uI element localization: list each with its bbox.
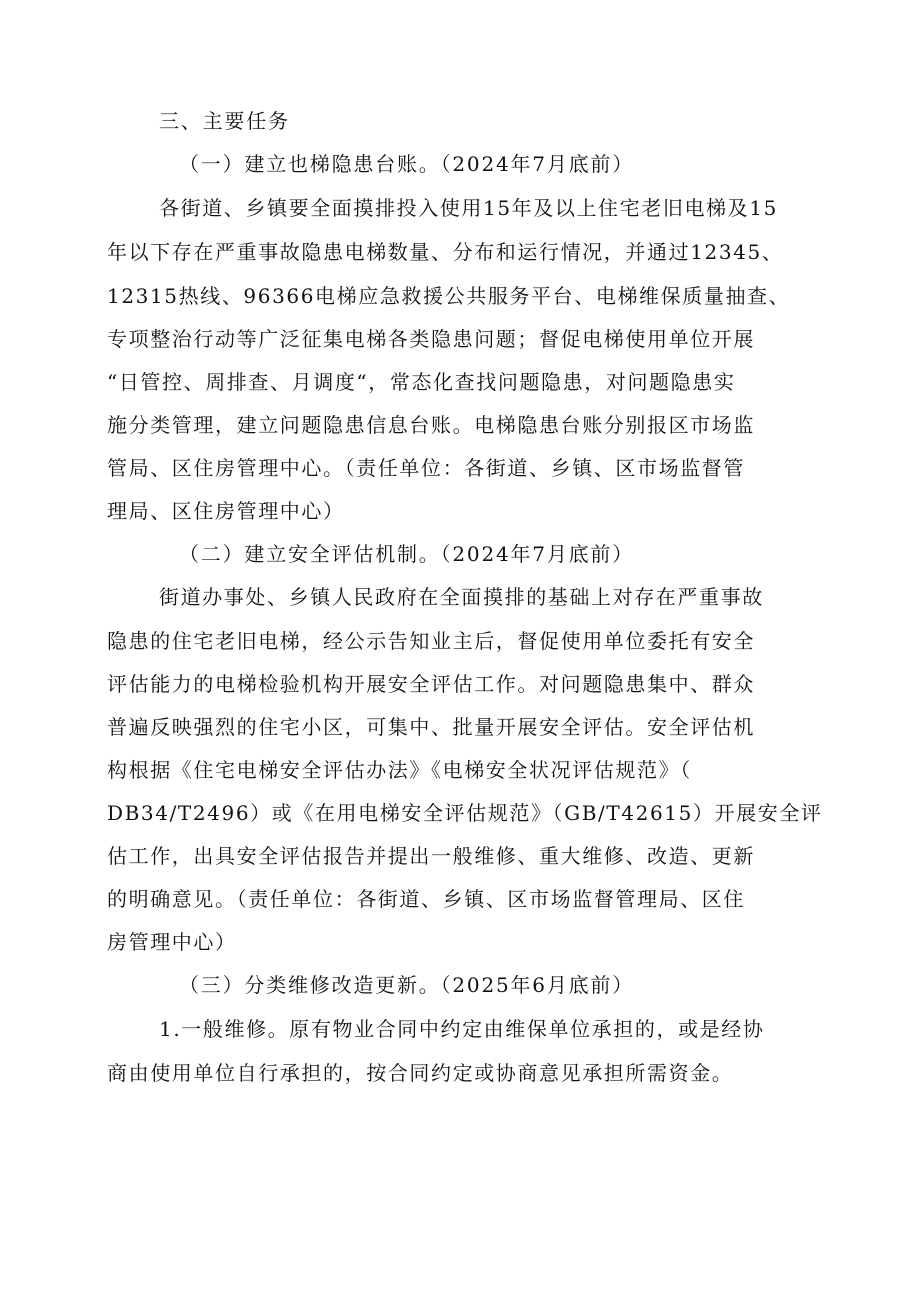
paragraph-line: 管局、区住房管理中心。（责任单位：各街道、乡镇、区市场监督管 (107, 456, 745, 480)
paragraph-line: 估工作，出具安全评估报告并提出一般维修、重大维修、改造、更新 (107, 844, 755, 868)
paragraph-line: 年以下存在严重事故隐患电梯数量、分布和运行情况，并通过12345、 (107, 240, 784, 264)
paragraph-line: 普遍反映强烈的住宅小区，可集中、批量开展安全评估。安全评估机 (107, 715, 755, 739)
paragraph-line: 评估能力的电梯检验机构开展安全评估工作。对问题隐患集中、群众 (107, 672, 755, 696)
paragraph-line: 1.一般维修。原有物业合同中约定由维保单位承担的，或是经协 (159, 1017, 765, 1041)
paragraph-line: 施分类管理，建立问题隐患信息台账。电梯隐患台账分别报区市场监 (107, 413, 755, 437)
paragraph-line: 12315热线、96366电梯应急救援公共服务平台、电梯维保质量抽查、 (107, 284, 791, 308)
section-title: 三、主要任务 (159, 109, 290, 133)
paragraph-line: 构根据《住宅电梯安全评估办法》《电梯安全状况评估规范》（ (107, 758, 692, 782)
paragraph-line: 街道办事处、乡镇人民政府在全面摸排的基础上对存在严重事故 (159, 585, 764, 609)
paragraph-line: 房管理中心） (107, 930, 237, 954)
item-2-heading: （二）建立安全评估机制。（2024年7月底前） (179, 542, 635, 566)
paragraph-line: “日管控、周排查、月调度“，常态化查找问题隐患，对问题隐患实 (107, 370, 736, 394)
item-3-heading: （三）分类维修改造更新。（2025年6月底前） (179, 973, 635, 997)
paragraph-line: 专项整治行动等广泛征集电梯各类隐患问题；督促电梯使用单位开展 (107, 327, 755, 351)
paragraph-line: 理局、区住房管理中心） (107, 499, 345, 523)
paragraph-line: 隐患的住宅老旧电梯，经公示告知业主后，督促使用单位委托有安全 (107, 629, 755, 653)
paragraph-line: DB34/T2496）或《在用电梯安全评估规范》（GB/T42615）开展安全评 (107, 801, 823, 825)
paragraph-line: 商由使用单位自行承担的，按合同约定或协商意见承担所需资金。 (107, 1061, 734, 1085)
paragraph-line: 的明确意见。（责任单位：各街道、乡镇、区市场监督管理局、区住 (107, 887, 745, 911)
item-1-heading: （一）建立也梯隐患台账。（2024年7月底前） (179, 152, 635, 176)
paragraph-line: 各街道、乡镇要全面摸排投入使用15年及以上住宅老旧电梯及15 (159, 196, 778, 220)
